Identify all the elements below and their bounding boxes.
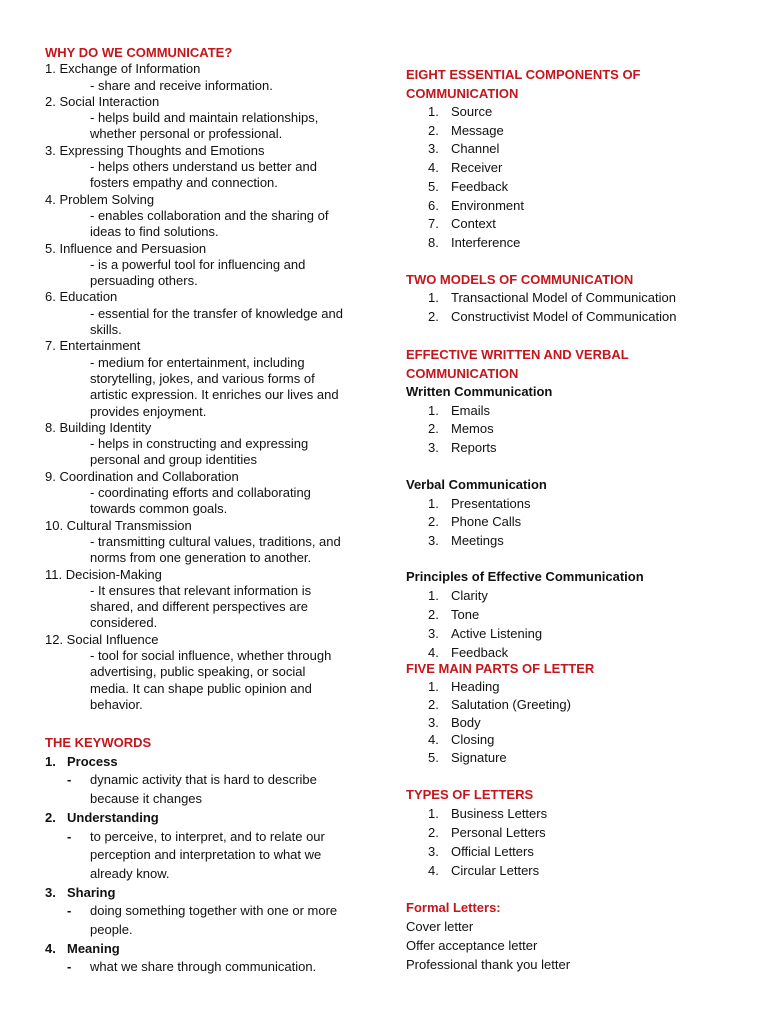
why-item-desc-line: norms from one generation to another. (90, 550, 312, 566)
effective-heading-line-1: EFFECTIVE WRITTEN AND VERBAL (406, 347, 629, 362)
list-number: 4. (428, 644, 439, 660)
list-number: 2. (428, 122, 439, 138)
why-item (45, 518, 370, 567)
list-number: 1. (428, 679, 439, 694)
list-number: 4. (428, 160, 439, 176)
keyword-desc-line (45, 846, 370, 865)
letter-types-list (406, 804, 746, 880)
letter-part-item (406, 749, 746, 767)
letter-type-item (406, 804, 746, 823)
why-item-desc-line: shared, and different perspectives are (90, 599, 309, 615)
list-number: 2. (428, 514, 439, 530)
why-item-label: 3. Expressing Thoughts and Emotions (45, 142, 265, 158)
list-number: 1. (428, 402, 439, 418)
letter-type-item (406, 823, 746, 842)
why-item-label: 8. Building Identity (45, 419, 152, 435)
letter-part-text: Body (451, 714, 481, 730)
list-number: 2. (428, 308, 439, 324)
keyword-term (45, 884, 370, 903)
component-text: Message (451, 122, 504, 138)
principles-section (406, 569, 746, 662)
keyword-desc-text: what we share through communication. (90, 959, 317, 975)
keyword-term (45, 940, 370, 959)
keyword-desc-line (45, 958, 370, 977)
why-item-desc-line: storytelling, jokes, and various forms of (90, 370, 315, 386)
why-item-desc-line: provides enjoyment. (90, 403, 207, 419)
why-item-label: 7. Entertainment (45, 338, 141, 354)
keyword-item (45, 809, 370, 884)
letter-part-item (406, 696, 746, 714)
keyword-desc-line (45, 902, 370, 921)
letter-part-text: Salutation (Greeting) (451, 696, 571, 712)
model-item (406, 289, 746, 308)
verbal-text: Phone Calls (451, 514, 522, 530)
why-item-desc-line: whether personal or professional. (90, 126, 283, 142)
component-text: Interference (451, 234, 521, 250)
why-item-desc-line: - helps in constructing and expressing (90, 436, 309, 452)
principle-text: Active Listening (451, 625, 543, 641)
letter-type-text: Circular Letters (451, 863, 540, 878)
list-number: 3. (428, 440, 439, 456)
why-item-desc-line: - helps others understand us better and (90, 159, 317, 175)
letter-part-text: Signature (451, 750, 507, 766)
component-item (406, 159, 746, 178)
letter-types-heading: TYPES OF LETTERS (406, 787, 534, 802)
component-item (406, 140, 746, 159)
letter-types-section (406, 785, 746, 880)
component-item (406, 215, 746, 234)
keyword-number: 1. (45, 753, 56, 769)
keyword-label: Meaning (67, 940, 120, 956)
components-heading (406, 65, 746, 103)
list-number: 4. (428, 732, 439, 748)
why-item-label: 1. Exchange of Information (45, 61, 201, 77)
keyword-desc-line (45, 828, 370, 847)
why-item-label: 10. Cultural Transmission (45, 517, 192, 533)
keyword-item (45, 940, 370, 977)
letter-parts-heading: FIVE MAIN PARTS OF LETTER (406, 661, 595, 676)
component-item (406, 178, 746, 197)
keyword-desc-text: doing something together with one or more (90, 903, 338, 919)
component-text: Environment (451, 197, 524, 213)
keyword-desc-line (45, 790, 370, 809)
keyword-label: Sharing (67, 884, 116, 900)
why-item-desc-line: - essential for the transfer of knowledge and (90, 305, 343, 321)
letter-type-text: Official Letters (451, 844, 534, 859)
written-heading: Written Communication (406, 384, 553, 399)
why-item (45, 192, 370, 241)
verbal-item (406, 532, 746, 551)
written-list (406, 402, 746, 458)
component-item (406, 122, 746, 141)
list-number: 2. (428, 606, 439, 622)
component-text: Feedback (451, 178, 509, 194)
list-number: 5. (428, 750, 439, 766)
dash-bullet: - (67, 903, 72, 919)
keyword-label: Process (67, 753, 118, 769)
principle-item (406, 624, 746, 643)
letter-type-item (406, 842, 746, 861)
keyword-desc-line (45, 771, 370, 790)
keyword-desc-text: already know. (90, 865, 170, 881)
model-text: Constructivist Model of Communication (451, 308, 677, 324)
why-item-desc-line: advertising, public speaking, or social (90, 664, 306, 680)
component-text: Source (451, 104, 493, 119)
component-item (406, 197, 746, 216)
why-item (45, 567, 370, 632)
formal-heading: Formal Letters: (406, 900, 501, 915)
list-number: 1. (428, 290, 439, 305)
why-item-desc-line: fosters empathy and connection. (90, 175, 278, 191)
components-section (406, 65, 746, 253)
keyword-desc-line (45, 865, 370, 884)
keyword-desc-text: because it changes (90, 791, 203, 807)
effective-heading-line-2: COMMUNICATION (406, 366, 519, 381)
principle-item (406, 586, 746, 605)
verbal-text: Meetings (451, 533, 504, 549)
principle-text: Tone (451, 606, 480, 622)
list-number: 5. (428, 178, 439, 194)
why-item-label: 9. Coordination and Collaboration (45, 468, 239, 484)
model-text: Transactional Model of Communication (451, 290, 676, 305)
why-item-desc-line: media. It can shape public opinion and (90, 680, 312, 696)
list-number: 3. (428, 844, 439, 859)
principles-heading: Principles of Effective Communication (406, 569, 644, 584)
written-text: Emails (451, 402, 491, 418)
letter-type-text: Business Letters (451, 806, 548, 821)
why-item-label: 2. Social Interaction (45, 93, 160, 109)
why-item-desc-line: behavior. (90, 696, 143, 712)
component-item (406, 103, 746, 122)
keywords-section (45, 734, 370, 977)
why-item-label: 5. Influence and Persuasion (45, 240, 207, 256)
verbal-text: Presentations (451, 495, 531, 511)
verbal-item (406, 513, 746, 532)
why-item-desc-line: - helps build and maintain relationships, (90, 110, 319, 126)
list-number: 3. (428, 714, 439, 730)
verbal-item (406, 495, 746, 514)
letter-parts-list (406, 678, 746, 767)
why-item-desc-line: - is a powerful tool for influencing and (90, 256, 306, 272)
list-number: 1. (428, 104, 439, 119)
keywords-list (45, 753, 370, 977)
component-text: Receiver (451, 160, 503, 176)
keyword-term (45, 809, 370, 828)
effective-heading (406, 345, 746, 383)
why-item-desc-line: persuading others. (90, 273, 198, 289)
list-number: 1. (428, 495, 439, 511)
principle-text: Clarity (451, 587, 488, 603)
letter-part-item (406, 714, 746, 732)
keyword-number: 3. (45, 884, 56, 900)
component-text: Channel (451, 141, 500, 157)
written-item (406, 420, 746, 439)
list-number: 7. (428, 216, 439, 232)
keyword-desc-text: perception and interpretation to what we (90, 847, 322, 863)
why-item-desc-line: - coordinating efforts and collaborating (90, 485, 311, 501)
keyword-label: Understanding (67, 809, 159, 825)
letter-part-text: Heading (451, 679, 500, 694)
keyword-desc-text: people. (90, 922, 133, 938)
dash-bullet: - (67, 959, 72, 975)
keyword-item (45, 884, 370, 940)
list-number: 6. (428, 197, 439, 213)
written-item (406, 439, 746, 458)
why-item-label: 4. Problem Solving (45, 191, 155, 207)
components-heading-line-1: EIGHT ESSENTIAL COMPONENTS OF (406, 67, 641, 82)
list-number: 8. (428, 234, 439, 250)
list-number: 2. (428, 696, 439, 712)
why-heading: WHY DO WE COMMUNICATE? (45, 45, 233, 60)
verbal-heading: Verbal Communication (406, 477, 547, 492)
list-number: 3. (428, 625, 439, 641)
components-list (406, 103, 746, 253)
keyword-term (45, 753, 370, 772)
why-item (45, 420, 370, 469)
components-heading-line-2: COMMUNICATION (406, 86, 519, 101)
why-item-desc-line: - medium for entertainment, including (90, 354, 305, 370)
effective-section (406, 345, 746, 458)
formal-letter-item: Cover letter (406, 919, 474, 934)
principle-item (406, 605, 746, 624)
formal-section (406, 898, 746, 974)
principles-list (406, 586, 746, 662)
why-item-desc-line: - transmitting cultural values, traditions, and (90, 533, 341, 549)
keywords-heading: THE KEYWORDS (45, 735, 152, 750)
why-item-desc-line: considered. (90, 615, 158, 631)
list-number: 3. (428, 141, 439, 157)
written-text: Memos (451, 421, 494, 437)
why-item-desc-line: - share and receive information. (90, 77, 273, 93)
why-item (45, 338, 370, 419)
why-item (45, 61, 370, 94)
why-item-desc-line: ideas to find solutions. (90, 224, 219, 240)
why-item (45, 632, 370, 713)
keyword-number: 2. (45, 809, 56, 825)
why-item-desc-line: - enables collaboration and the sharing of (90, 207, 329, 223)
formal-list (406, 917, 746, 974)
why-item-desc-line: - tool for social influence, whether through (90, 647, 332, 663)
letter-parts-section (406, 659, 746, 767)
why-item-desc-line: skills. (90, 322, 122, 338)
why-item-desc-line: towards common goals. (90, 501, 228, 517)
why-item-label: 11. Decision-Making (45, 566, 162, 582)
dash-bullet: - (67, 828, 72, 844)
keyword-desc-text: to perceive, to interpret, and to relate our (90, 828, 325, 844)
letter-type-item (406, 861, 746, 880)
why-item-label: 6. Education (45, 289, 118, 305)
written-item (406, 402, 746, 421)
list-number: 1. (428, 587, 439, 603)
list-number: 3. (428, 533, 439, 549)
letter-part-text: Closing (451, 732, 495, 748)
keyword-desc-text: dynamic activity that is hard to describe (90, 772, 317, 788)
letter-part-item (406, 731, 746, 749)
letter-type-text: Personal Letters (451, 825, 546, 840)
why-item-desc-line: personal and group identities (90, 452, 257, 468)
component-item (406, 234, 746, 253)
keyword-desc-line (45, 921, 370, 940)
list-number: 2. (428, 421, 439, 437)
models-section (406, 270, 746, 326)
why-list (45, 61, 370, 713)
verbal-section (406, 476, 746, 551)
why-section (45, 45, 370, 713)
component-text: Context (451, 216, 496, 232)
models-heading: TWO MODELS OF COMMUNICATION (406, 272, 634, 287)
why-item-desc-line: - It ensures that relevant information is (90, 582, 312, 598)
letter-part-item (406, 678, 746, 696)
why-item (45, 289, 370, 338)
model-item (406, 308, 746, 327)
why-item-label: 12. Social Influence (45, 631, 159, 647)
models-list (406, 289, 746, 326)
keyword-item (45, 753, 370, 809)
dash-bullet: - (67, 772, 72, 788)
principle-text: Feedback (451, 644, 509, 660)
list-number: 4. (428, 863, 439, 878)
why-item (45, 469, 370, 518)
list-number: 1. (428, 806, 439, 821)
keyword-number: 4. (45, 940, 56, 956)
why-item-desc-line: artistic expression. It enriches our lives and (90, 387, 339, 403)
why-item (45, 241, 370, 290)
list-number: 2. (428, 825, 439, 840)
formal-letter-item: Professional thank you letter (406, 957, 571, 972)
written-text: Reports (451, 440, 497, 456)
why-item (45, 143, 370, 192)
formal-letter-item: Offer acceptance letter (406, 938, 538, 953)
verbal-list (406, 495, 746, 551)
why-item (45, 94, 370, 143)
